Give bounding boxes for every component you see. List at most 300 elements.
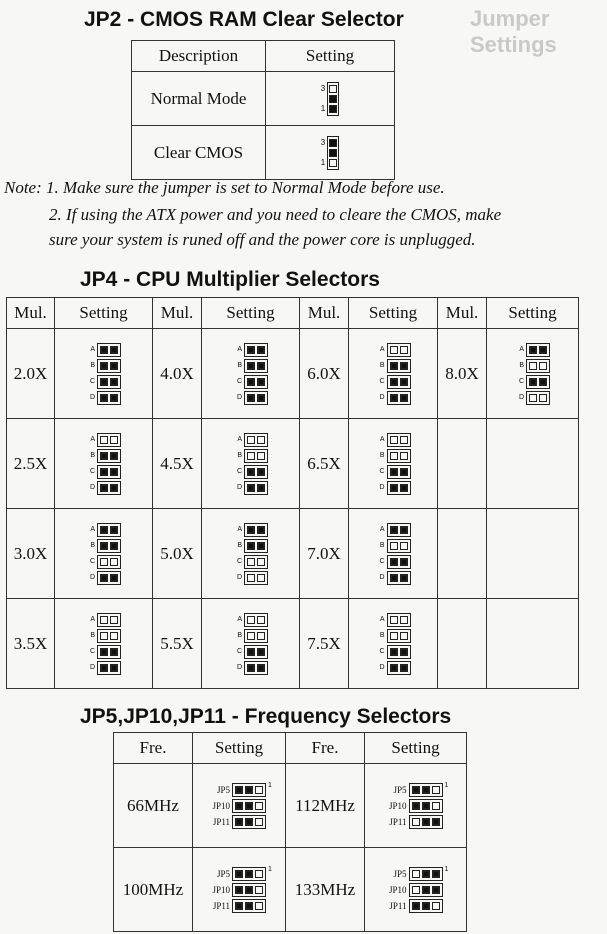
jumper-row-label: D xyxy=(518,394,524,401)
jumper-row-label: D xyxy=(236,664,242,671)
pin-icon xyxy=(100,394,108,402)
pin-icon xyxy=(400,632,408,640)
jumper-icon xyxy=(244,359,268,373)
jp2-desc-clear: Clear CMOS xyxy=(132,126,266,180)
pin-icon xyxy=(400,574,408,582)
pin-icon xyxy=(432,886,440,894)
jumper-row xyxy=(376,464,411,480)
jp4-header: Mul. xyxy=(153,298,202,329)
jumper-icon xyxy=(387,661,411,675)
pin-icon xyxy=(110,452,118,460)
jumper-row-label: D xyxy=(379,664,385,671)
pin-1-label: 1 xyxy=(268,865,272,873)
jumper-icon xyxy=(244,449,268,463)
pin-icon xyxy=(110,526,118,534)
jumper-row-label: A xyxy=(379,616,385,623)
pin-icon xyxy=(247,484,255,492)
pin-icon xyxy=(100,542,108,550)
jumper-row xyxy=(233,448,268,464)
pin-icon xyxy=(247,378,255,386)
jp4-row xyxy=(7,599,579,689)
pin-icon xyxy=(100,574,108,582)
jumper-name: JP11 xyxy=(389,900,407,911)
jp2-pin-1-label: 1 xyxy=(320,104,326,113)
freq-setting xyxy=(365,848,467,932)
jumper-row xyxy=(86,480,121,496)
jumper-row xyxy=(206,882,272,898)
jumper-row xyxy=(376,342,411,358)
jp4-multiplier: 4.5X xyxy=(153,419,202,509)
freq-row xyxy=(114,848,467,932)
pin-icon xyxy=(400,648,408,656)
jumper-row-label: C xyxy=(89,648,95,655)
jumper-icon xyxy=(97,465,121,479)
freq-table xyxy=(113,732,467,932)
pin-icon xyxy=(390,648,398,656)
pin-icon xyxy=(245,886,253,894)
pin-icon xyxy=(400,616,408,624)
jumper-row xyxy=(376,390,411,406)
jumper-row xyxy=(233,480,268,496)
pin-icon xyxy=(412,802,420,810)
jumper-row xyxy=(376,644,411,660)
pin-icon xyxy=(110,664,118,672)
jumper-row-label: B xyxy=(519,362,524,369)
jumper-row xyxy=(206,866,272,882)
jumper-row xyxy=(383,798,449,814)
jumper-row-label: A xyxy=(379,526,385,533)
jp2-pin-3-label: 3 xyxy=(320,138,326,147)
jumper-icon xyxy=(97,645,121,659)
pin-icon xyxy=(412,870,420,878)
jumper-row xyxy=(206,782,272,798)
pin-icon xyxy=(110,616,118,624)
jumper-icon xyxy=(244,343,268,357)
jumper-row xyxy=(206,814,272,830)
jumper-row-label: C xyxy=(89,378,95,385)
pin-icon xyxy=(390,616,398,624)
pin-icon xyxy=(390,574,398,582)
jumper-name: JP10 xyxy=(388,800,407,811)
pin-icon xyxy=(400,394,408,402)
jumper-row-label: C xyxy=(236,378,242,385)
jumper-row-label: C xyxy=(236,648,242,655)
jumper-row-label: D xyxy=(89,574,95,581)
pin-icon xyxy=(412,786,420,794)
jp2-pin-1-label: 1 xyxy=(320,158,326,167)
jumper-icon xyxy=(97,449,121,463)
jumper-icon xyxy=(244,571,268,585)
pin-icon xyxy=(247,574,255,582)
jp4-setting xyxy=(487,419,579,509)
jumper-row xyxy=(86,464,121,480)
pin-1-label: 1 xyxy=(444,781,449,789)
jumper-icon xyxy=(387,375,411,389)
pin-icon xyxy=(390,394,398,402)
freq-row xyxy=(114,764,467,848)
jumper-row xyxy=(86,538,121,554)
pin-icon xyxy=(432,870,440,878)
pin-icon xyxy=(257,542,265,550)
jumper-icon xyxy=(97,343,121,357)
pin-1-label: 1 xyxy=(444,865,449,873)
jp4-title: JP4 - CPU Multiplier Selectors xyxy=(80,268,380,291)
pin-icon xyxy=(245,870,253,878)
jumper-row-label: D xyxy=(236,484,242,491)
pin-icon xyxy=(110,484,118,492)
pin-icon xyxy=(400,378,408,386)
pin-icon xyxy=(400,558,408,566)
jp4-row xyxy=(7,329,579,419)
freq-value: 112MHz xyxy=(286,764,365,848)
jp4-multiplier: 5.0X xyxy=(153,509,202,599)
jumper-row-label: C xyxy=(379,558,385,565)
pin-icon xyxy=(245,802,253,810)
jumper-row xyxy=(376,374,411,390)
jumper-icon xyxy=(97,481,121,495)
jp4-setting xyxy=(55,509,153,599)
pin-icon xyxy=(235,870,243,878)
pin-icon xyxy=(247,452,255,460)
jumper-row xyxy=(376,448,411,464)
pin-icon xyxy=(247,346,255,354)
jumper-row-label: C xyxy=(379,378,385,385)
pin-icon xyxy=(235,818,243,826)
jumper-icon xyxy=(387,645,411,659)
jumper-icon xyxy=(232,899,266,913)
jp2-pin-3-label: 3 xyxy=(320,84,326,93)
pin-icon xyxy=(400,484,408,492)
jumper-icon xyxy=(387,613,411,627)
pin-icon xyxy=(257,394,265,402)
jumper-row xyxy=(383,882,449,898)
pin-icon xyxy=(390,632,398,640)
jp4-setting xyxy=(55,329,153,419)
jp4-setting xyxy=(202,599,300,689)
jumper-row xyxy=(233,342,268,358)
jp2-desc-normal: Normal Mode xyxy=(132,72,266,126)
freq-value: 66MHz xyxy=(114,764,193,848)
pin-icon xyxy=(247,648,255,656)
jumper-icon xyxy=(409,783,443,797)
jumper-icon xyxy=(244,523,268,537)
jp4-multiplier: 4.0X xyxy=(153,329,202,419)
pin-icon xyxy=(400,452,408,460)
jumper-icon xyxy=(526,359,550,373)
jumper-icon xyxy=(244,645,268,659)
jumper-icon xyxy=(97,433,121,447)
pin-icon xyxy=(255,786,263,794)
jumper-row-label: D xyxy=(379,574,385,581)
jumper-name: JP11 xyxy=(212,816,230,827)
jumper-row-label: D xyxy=(236,574,242,581)
pin-icon xyxy=(422,818,430,826)
jumper-icon xyxy=(409,899,443,913)
freq-title: JP5,JP10,JP11 - Frequency Selectors xyxy=(80,705,452,728)
jumper-row-label: A xyxy=(379,346,385,353)
jumper-row xyxy=(376,432,411,448)
pin-icon xyxy=(257,484,265,492)
pin-icon xyxy=(400,436,408,444)
pin-icon xyxy=(110,632,118,640)
pin-icon xyxy=(247,526,255,534)
jumper-row xyxy=(86,644,121,660)
jumper-row xyxy=(376,538,411,554)
jp4-multiplier xyxy=(438,419,487,509)
jumper-icon xyxy=(387,343,411,357)
jumper-row-label: C xyxy=(236,468,242,475)
jumper-row xyxy=(86,342,121,358)
pin-icon xyxy=(247,632,255,640)
jp4-setting xyxy=(202,509,300,599)
pin-icon xyxy=(110,394,118,402)
jumper-row xyxy=(233,358,268,374)
pin-icon xyxy=(100,468,108,476)
jumper-icon xyxy=(244,661,268,675)
jumper-row xyxy=(515,358,550,374)
pin-icon xyxy=(247,616,255,624)
jumper-row xyxy=(383,898,449,914)
jumper-icon xyxy=(409,815,443,829)
jp4-header: Setting xyxy=(487,298,579,329)
jumper-name: JP5 xyxy=(393,868,407,879)
pin-icon xyxy=(390,346,398,354)
jp2-table xyxy=(131,40,395,180)
jumper-row-label: B xyxy=(379,542,385,549)
pin-icon xyxy=(422,802,430,810)
jumper-row-label: B xyxy=(90,542,95,549)
pin-icon xyxy=(257,362,265,370)
jumper-row xyxy=(376,612,411,628)
bleed-through-heading: Jumper Settings xyxy=(470,6,557,57)
jumper-row-label: C xyxy=(89,468,95,475)
freq-header: Setting xyxy=(365,733,467,764)
jumper-row xyxy=(233,570,268,586)
pin-icon xyxy=(247,394,255,402)
jp4-row xyxy=(7,419,579,509)
jumper-icon xyxy=(97,359,121,373)
jumper-row-label: A xyxy=(90,346,95,353)
pin-icon xyxy=(247,362,255,370)
jumper-row-label: C xyxy=(89,558,95,565)
jumper-icon xyxy=(244,433,268,447)
pin-icon xyxy=(422,886,430,894)
jp2-header-description: Description xyxy=(132,41,266,72)
jumper-row-label: B xyxy=(379,362,385,369)
jumper-icon xyxy=(387,539,411,553)
jumper-icon xyxy=(97,375,121,389)
jumper-row xyxy=(86,432,121,448)
jumper-row-label: D xyxy=(379,394,385,401)
jumper-name: JP5 xyxy=(393,784,407,795)
jp4-setting xyxy=(487,599,579,689)
jumper-row xyxy=(515,342,550,358)
pin-icon xyxy=(390,542,398,550)
jumper-row xyxy=(233,538,268,554)
jumper-name: JP11 xyxy=(389,816,407,827)
freq-setting xyxy=(193,764,286,848)
jumper-icon xyxy=(232,883,266,897)
jumper-name: JP10 xyxy=(388,884,407,895)
jumper-row xyxy=(376,660,411,676)
pin-icon xyxy=(257,452,265,460)
pin-icon xyxy=(247,664,255,672)
jumper-icon xyxy=(244,555,268,569)
jumper-icon xyxy=(232,799,266,813)
jumper-row xyxy=(515,374,550,390)
pin-icon xyxy=(100,452,108,460)
jumper-icon xyxy=(97,629,121,643)
jumper-row xyxy=(233,628,268,644)
jumper-icon xyxy=(244,375,268,389)
jumper-row-label: B xyxy=(237,452,242,459)
jumper-icon xyxy=(526,375,550,389)
pin-icon xyxy=(257,632,265,640)
jumper-row xyxy=(233,464,268,480)
pin-icon xyxy=(432,818,440,826)
jumper-icon xyxy=(244,629,268,643)
jumper-group-icon xyxy=(202,432,299,496)
jp4-multiplier xyxy=(438,509,487,599)
jp4-header: Setting xyxy=(349,298,438,329)
pin-icon xyxy=(100,648,108,656)
jp4-table xyxy=(6,297,579,689)
pin-icon xyxy=(100,664,108,672)
jumper-row xyxy=(233,374,268,390)
freq-value: 133MHz xyxy=(286,848,365,932)
note-line-3: sure your system is runed off and the power core is unplugged. xyxy=(49,230,476,249)
jumper-icon xyxy=(232,815,266,829)
jumper-group-icon xyxy=(349,432,437,496)
jumper-row-label: D xyxy=(89,664,95,671)
jumper-group-icon xyxy=(193,782,285,830)
pin-icon xyxy=(400,362,408,370)
jumper-group-icon xyxy=(349,522,437,586)
pin-icon xyxy=(412,902,420,910)
jumper-icon xyxy=(387,433,411,447)
pin-icon xyxy=(390,452,398,460)
pin-icon xyxy=(539,394,547,402)
pin-icon xyxy=(110,558,118,566)
pin-icon xyxy=(110,378,118,386)
pin-1-label: 1 xyxy=(268,781,272,789)
jumper-row xyxy=(376,358,411,374)
pin-icon xyxy=(390,436,398,444)
jumper-row xyxy=(376,628,411,644)
pin-icon xyxy=(432,902,440,910)
jumper-icon xyxy=(387,571,411,585)
jumper-row-label: C xyxy=(379,648,385,655)
jumper-icon xyxy=(97,539,121,553)
pin-icon xyxy=(400,346,408,354)
jumper-row-label: C xyxy=(379,468,385,475)
pin-icon xyxy=(390,468,398,476)
freq-setting xyxy=(365,764,467,848)
jumper-group-icon xyxy=(202,612,299,676)
jumper-row xyxy=(233,522,268,538)
jumper-icon xyxy=(327,136,339,170)
jumper-group-icon xyxy=(487,342,578,406)
jumper-row-label: B xyxy=(90,452,95,459)
jumper-icon xyxy=(409,799,443,813)
pin-icon xyxy=(245,902,253,910)
jumper-icon xyxy=(387,449,411,463)
jumper-group-icon xyxy=(55,612,152,676)
pin-icon xyxy=(235,886,243,894)
jumper-row xyxy=(206,798,272,814)
jumper-group-icon xyxy=(193,866,285,914)
freq-header: Fre. xyxy=(114,733,193,764)
pin-icon xyxy=(257,616,265,624)
jumper-icon xyxy=(387,555,411,569)
jp4-header: Mul. xyxy=(7,298,55,329)
jumper-icon xyxy=(97,555,121,569)
pin-icon xyxy=(110,346,118,354)
jumper-icon xyxy=(387,481,411,495)
jumper-icon xyxy=(327,82,339,116)
jumper-row-label: A xyxy=(237,616,242,623)
jumper-row xyxy=(515,390,550,406)
jumper-icon xyxy=(97,661,121,675)
jumper-icon xyxy=(409,883,443,897)
pin-icon xyxy=(257,664,265,672)
freq-value: 100MHz xyxy=(114,848,193,932)
pin-icon xyxy=(110,436,118,444)
pin-icon xyxy=(100,346,108,354)
jumper-row-label: D xyxy=(89,394,95,401)
jumper-icon xyxy=(97,613,121,627)
jumper-group-icon xyxy=(55,522,152,586)
pin-icon xyxy=(257,558,265,566)
jp4-header: Mul. xyxy=(438,298,487,329)
jumper-row xyxy=(206,898,272,914)
pin-icon xyxy=(529,362,537,370)
jumper-icon xyxy=(244,391,268,405)
pin-icon xyxy=(110,468,118,476)
jumper-icon xyxy=(526,391,550,405)
pin-icon xyxy=(390,378,398,386)
jp4-setting xyxy=(487,329,579,419)
jp4-multiplier: 3.0X xyxy=(7,509,55,599)
jp4-row xyxy=(7,509,579,599)
jumper-row xyxy=(233,644,268,660)
freq-header: Setting xyxy=(193,733,286,764)
jumper-name: JP11 xyxy=(212,900,230,911)
jumper-row xyxy=(383,814,449,830)
pin-icon xyxy=(257,436,265,444)
pin-icon xyxy=(247,436,255,444)
jumper-row-label: B xyxy=(379,632,385,639)
jp4-header: Setting xyxy=(202,298,300,329)
jumper-row-label: A xyxy=(90,616,95,623)
pin-icon xyxy=(255,902,263,910)
pin-icon xyxy=(412,818,420,826)
jumper-icon xyxy=(526,343,550,357)
jumper-row xyxy=(376,480,411,496)
jumper-group-icon xyxy=(365,866,466,914)
jumper-row xyxy=(233,390,268,406)
pin-icon xyxy=(255,886,263,894)
jp4-multiplier: 2.5X xyxy=(7,419,55,509)
pin-icon xyxy=(400,664,408,672)
jumper-row-label: C xyxy=(518,378,524,385)
jp4-multiplier: 6.0X xyxy=(300,329,349,419)
jumper-row xyxy=(86,554,121,570)
pin-icon xyxy=(539,362,547,370)
jumper-row-label: D xyxy=(236,394,242,401)
jumper-row-label: A xyxy=(90,526,95,533)
pin-icon xyxy=(390,558,398,566)
